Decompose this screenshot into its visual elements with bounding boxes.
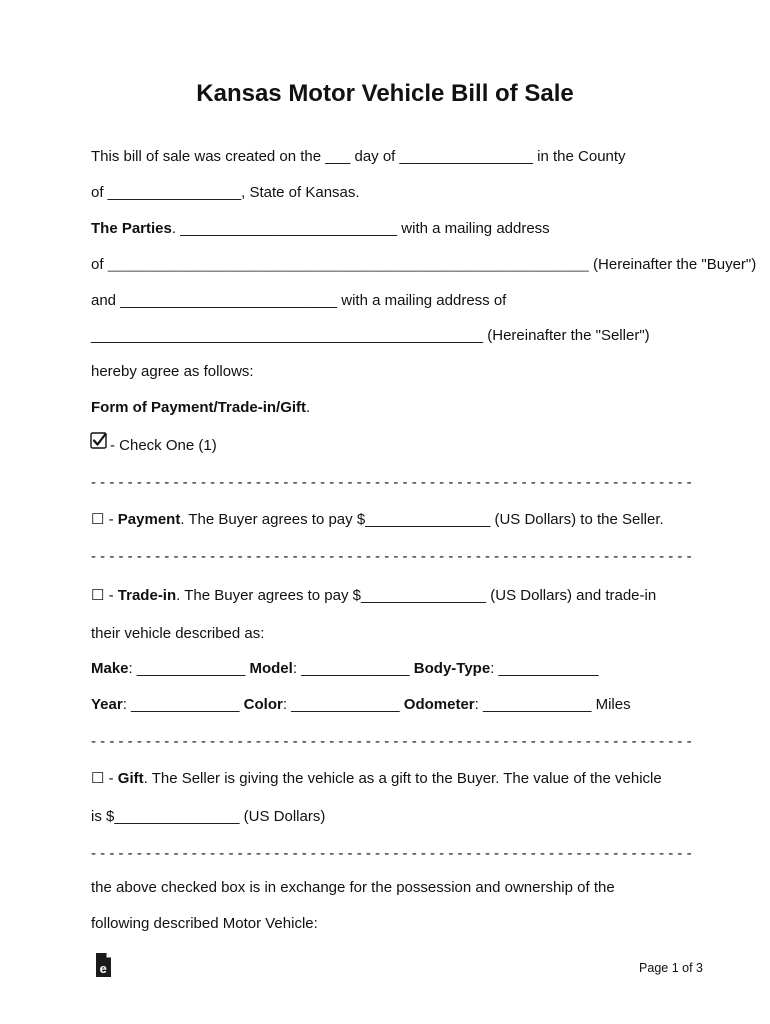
vehicle-line-1: [91, 660, 599, 677]
tradein-option: [91, 586, 656, 604]
payment-dash: -: [104, 511, 118, 528]
odometer-field: : _____________ Miles: [474, 696, 631, 713]
year-field: : _____________: [122, 696, 244, 713]
body-type-label: Body-Type: [413, 660, 491, 677]
payment-label: Payment: [117, 511, 181, 528]
parties-label: The Parties: [91, 220, 172, 237]
tradein-dash: -: [104, 587, 118, 604]
divider-3: - - - - - - - - - - - - - - - - - - - - - - - - - - - - - - - - - - - - - - - - - - - - - - - - - - - - - - - - - - - - - - - - - -: [91, 733, 692, 750]
tradein-line-2: their vehicle described as:: [91, 625, 265, 642]
buyer-text: of ______________________________________________________________________ (Hereinafter the "Buyer"): [91, 256, 757, 273]
page-number: Page 1 of 3: [639, 961, 703, 975]
payment-heading: [91, 399, 310, 416]
tradein-text: . The Buyer agrees to pay $_______________ (US Dollars) and trade-in: [176, 587, 657, 604]
gift-text: . The Seller is giving the vehicle as a gift to the Buyer. The value of the vehicle: [143, 770, 662, 787]
color-field: : _____________: [282, 696, 404, 713]
color-label: Color: [243, 696, 283, 713]
exchange-line-1: the above checked box is in exchange for the possession and ownership of the: [91, 879, 615, 896]
buyer-line: [91, 256, 756, 273]
model-field: : _____________: [292, 660, 414, 677]
check-one-label: - Check One (1): [110, 437, 217, 454]
tradein-checkbox[interactable]: ☐: [91, 587, 105, 604]
tradein-label: Trade-in: [117, 587, 177, 604]
model-label: Model: [249, 660, 293, 677]
gift-label: Gift: [117, 770, 144, 787]
payment-checkbox[interactable]: ☐: [91, 511, 105, 528]
seller-line-2: _______________________________________________ (Hereinafter the "Seller"): [91, 327, 650, 344]
gift-line-2: is $_______________ (US Dollars): [91, 808, 326, 825]
body-type-field: : ____________: [490, 660, 599, 677]
gift-dash: -: [104, 770, 118, 787]
svg-text:e: e: [99, 961, 107, 976]
gift-option: [91, 769, 662, 787]
gift-checkbox[interactable]: ☐: [91, 770, 105, 787]
vehicle-line-2: [91, 696, 631, 713]
odometer-label: Odometer: [403, 696, 475, 713]
payment-text: . The Buyer agrees to pay $_______________ (US Dollars) to the Seller.: [180, 511, 664, 528]
exchange-line-2: following described Motor Vehicle:: [91, 915, 318, 932]
year-label: Year: [91, 696, 123, 713]
parties-line: [91, 220, 550, 237]
payment-heading-label: Form of Payment/Trade-in/Gift: [91, 399, 307, 416]
parties-text: . __________________________ with a mailing address: [171, 220, 550, 237]
divider-1: - - - - - - - - - - - - - - - - - - - - - - - - - - - - - - - - - - - - - - - - - - - - - - - - - - - - - - - - - - - - - - - - - -: [91, 474, 692, 491]
document-title: Kansas Motor Vehicle Bill of Sale: [196, 80, 574, 107]
make-field: : _____________: [128, 660, 250, 677]
intro-line-1: This bill of sale was created on the ___ day of ________________ in the County: [91, 148, 626, 165]
agree-line: hereby agree as follows:: [91, 363, 254, 380]
payment-heading-punct: .: [306, 399, 311, 416]
make-label: Make: [91, 660, 129, 677]
payment-option: [91, 510, 664, 528]
eforms-logo-icon: [94, 952, 112, 978]
seller-line-1: and __________________________ with a mailing address of: [91, 292, 507, 309]
checkbox-checked-icon: [90, 432, 108, 450]
intro-line-2: of ________________, State of Kansas.: [91, 184, 360, 201]
divider-4: - - - - - - - - - - - - - - - - - - - - - - - - - - - - - - - - - - - - - - - - - - - - - - - - - - - - - - - - - - - - - - - - - -: [91, 845, 692, 862]
divider-2: - - - - - - - - - - - - - - - - - - - - - - - - - - - - - - - - - - - - - - - - - - - - - - - - - - - - - - - - - - - - - - - - - -: [91, 548, 692, 565]
